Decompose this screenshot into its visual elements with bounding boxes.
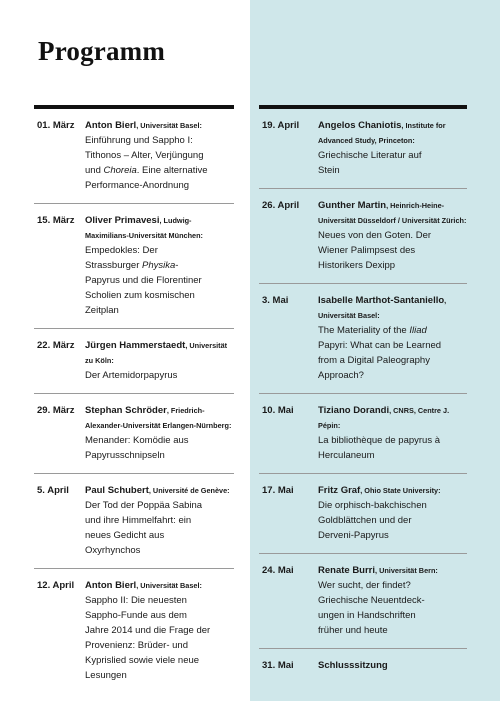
speaker-name: Stephan Schröder	[85, 405, 167, 416]
schedule-entry	[34, 394, 234, 474]
speaker-affiliation: , Friedrich-Alexander-Universität Erlangen-Nürnberg:	[85, 406, 232, 430]
speaker-name: Angelos Chaniotis	[318, 120, 402, 131]
entry-body	[318, 198, 467, 273]
entry-body	[85, 338, 234, 383]
schedule-entry	[34, 474, 234, 569]
entry-date: 15. März	[37, 215, 75, 226]
schedule-entry	[259, 649, 467, 683]
speaker-affiliation: , Ludwig-Maximilians-Universität München:	[85, 216, 203, 240]
speaker-affiliation: , Universität zu Köln:	[85, 341, 228, 365]
talk-title: Menander: Komödie aus Papyrusschnipseln	[85, 435, 189, 461]
entry-body	[318, 658, 467, 673]
speaker-name: Anton Bierl	[85, 580, 137, 591]
speaker-affiliation: , CNRS, Centre J. Pépin:	[318, 406, 450, 430]
entry-date: 12. April	[37, 580, 75, 591]
schedule-entry	[34, 109, 234, 204]
speaker-affiliation: , Universität Basel:	[136, 581, 202, 590]
speaker-name: Gunther Martin	[318, 200, 387, 211]
entry-date: 24. Mai	[262, 565, 294, 576]
speaker-affiliation: , Universität Bern:	[375, 566, 438, 575]
entry-date: 22. März	[37, 340, 75, 351]
speaker-name: Jürgen Hammerstaedt	[85, 340, 186, 351]
speaker-name: Oliver Primavesi	[85, 215, 160, 226]
entry-body	[318, 118, 467, 178]
talk-title: Einführung und Sappho I: Tithonos – Alter, Verjüngung und Choreia. Eine alternative Performance-Anordnung	[85, 135, 208, 191]
schedule-entry	[259, 474, 467, 554]
speaker-name: Anton Bierl	[85, 120, 137, 131]
speaker-affiliation: , Universität Basel:	[318, 296, 447, 320]
talk-title: Die orphisch-bakchischen Goldblättchen und der Derveni-Papyrus	[318, 500, 427, 541]
speaker-affiliation: , Ohio State University:	[360, 486, 441, 495]
schedule-entry	[259, 394, 467, 474]
entry-body	[85, 403, 234, 463]
entry-date: 3. Mai	[262, 295, 289, 306]
talk-title: Der Tod der Poppäa Sabina und ihre Himmelfahrt: ein neues Gedicht aus Oxyrhynchos	[85, 500, 203, 556]
entry-date: 29. März	[37, 405, 75, 416]
entry-body	[318, 403, 467, 463]
left-schedule-column	[34, 109, 234, 693]
schedule-entry	[34, 204, 234, 329]
talk-title: Wer sucht, der findet? Griechische Neuentdeck- ungen in Handschriften früher und heute	[318, 580, 425, 636]
entry-date: 19. April	[262, 120, 300, 131]
entry-date: 5. April	[37, 485, 69, 496]
talk-title: La bibliothèque de papyrus à Herculaneum	[318, 435, 441, 461]
entry-body	[85, 213, 234, 318]
schedule-entry	[259, 189, 467, 284]
schedule-entry	[34, 329, 234, 394]
entry-date: 10. Mai	[262, 405, 294, 416]
talk-title: Der Artemidorpapyrus	[85, 370, 178, 381]
talk-title: Sappho II: Die neuesten Sappho-Funde aus dem Jahre 2014 und die Frage der Provenienz: Brüder- und Kyprislied sowie viele neue Lesungen	[85, 595, 211, 681]
right-schedule-column	[259, 109, 467, 683]
speaker-name: Schlusssitzung	[318, 660, 388, 671]
speaker-name: Tiziano Dorandi	[318, 405, 390, 416]
entry-body	[318, 293, 467, 383]
entry-date: 01. März	[37, 120, 75, 131]
speaker-name: Fritz Graf	[318, 485, 361, 496]
entry-date: 31. Mai	[262, 660, 294, 671]
talk-title: Neues von den Goten. Der Wiener Palimpsest des Historikers Dexipp	[318, 230, 432, 271]
talk-title: The Materiality of the Iliad Papyri: What can be Learned from a Digital Paleography Approach?	[318, 325, 442, 381]
entry-date: 26. April	[262, 200, 300, 211]
speaker-name: Renate Burri	[318, 565, 376, 576]
speaker-affiliation: , Heinrich-Heine-Universität Düsseldorf / Universität Zürich:	[318, 201, 467, 225]
speaker-affiliation: , Institute for Advanced Study, Princeton:	[318, 121, 446, 145]
speaker-affiliation: , Universität Basel:	[136, 121, 202, 130]
schedule-entry	[259, 284, 467, 394]
entry-date: 17. Mai	[262, 485, 294, 496]
talk-title: Griechische Literatur auf Stein	[318, 150, 422, 176]
page-title: Programm	[38, 36, 166, 66]
speaker-name: Paul Schubert	[85, 485, 149, 496]
entry-body	[85, 483, 234, 558]
entry-body	[318, 483, 467, 543]
schedule-entry	[34, 569, 234, 693]
entry-body	[85, 578, 234, 683]
talk-title: Empedokles: Der Strassburger Physika- Papyrus und die Florentiner Scholien zum kosmischen Zeitplan	[85, 245, 202, 316]
speaker-name: Isabelle Marthot-Santaniello	[318, 295, 445, 306]
entry-body	[318, 563, 467, 638]
schedule-entry	[259, 109, 467, 189]
speaker-affiliation: , Université de Genève:	[148, 486, 230, 495]
schedule-entry	[259, 554, 467, 649]
entry-body	[85, 118, 234, 193]
